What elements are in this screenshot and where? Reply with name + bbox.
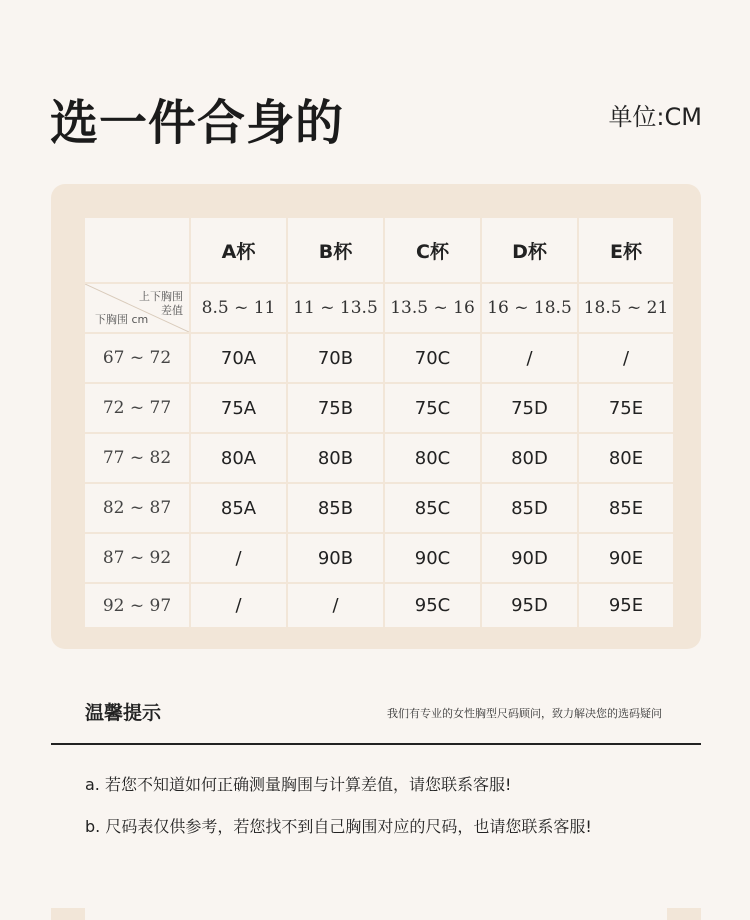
corner-top-line1: 上下胸围 xyxy=(139,290,183,303)
corner-bottom-label: 下胸围 cm xyxy=(95,313,149,326)
unit-label: 单位:CM xyxy=(608,103,702,131)
cup-header: E杯 xyxy=(579,218,673,282)
size-cell: / xyxy=(191,534,286,582)
size-cell: 85D xyxy=(482,484,577,532)
cup-header: A杯 xyxy=(191,218,286,282)
size-cell: 75A xyxy=(191,384,286,432)
size-cell: / xyxy=(191,584,286,627)
size-cell: 75C xyxy=(385,384,480,432)
cup-header: C杯 xyxy=(385,218,480,282)
size-cell: 75E xyxy=(579,384,673,432)
next-section-edge xyxy=(51,908,701,920)
page-title: 选一件合身的 xyxy=(50,95,345,151)
size-cell: 75D xyxy=(482,384,577,432)
size-cell: / xyxy=(579,334,673,382)
underbust-range: 92 ~ 97 xyxy=(85,584,189,627)
size-cell: 70B xyxy=(288,334,383,382)
size-cell: 80C xyxy=(385,434,480,482)
diff-range: 18.5 ~ 21 xyxy=(579,284,673,332)
size-cell: 95D xyxy=(482,584,577,627)
size-cell: 90C xyxy=(385,534,480,582)
size-cell: 80E xyxy=(579,434,673,482)
diff-range: 13.5 ~ 16 xyxy=(385,284,480,332)
cup-header: B杯 xyxy=(288,218,383,282)
size-cell: 80B xyxy=(288,434,383,482)
size-cell: 70C xyxy=(385,334,480,382)
size-cell: 85E xyxy=(579,484,673,532)
underbust-range: 72 ~ 77 xyxy=(85,384,189,432)
size-table xyxy=(85,218,667,627)
tips-subtitle: 我们有专业的女性胸型尺码顾问，致力解决您的选码疑问 xyxy=(387,707,662,720)
underbust-range: 67 ~ 72 xyxy=(85,334,189,382)
size-cell: 85C xyxy=(385,484,480,532)
size-cell: 90E xyxy=(579,534,673,582)
corner-top-line2: 差值 xyxy=(161,304,183,317)
divider xyxy=(51,743,701,745)
size-cell: / xyxy=(288,584,383,627)
underbust-range: 87 ~ 92 xyxy=(85,534,189,582)
size-cell: 80D xyxy=(482,434,577,482)
underbust-range: 77 ~ 82 xyxy=(85,434,189,482)
table-corner-blank xyxy=(85,218,189,282)
diff-range: 8.5 ~ 11 xyxy=(191,284,286,332)
size-cell: 85A xyxy=(191,484,286,532)
table-corner-diagonal xyxy=(85,284,189,332)
size-cell: 85B xyxy=(288,484,383,532)
size-cell: / xyxy=(482,334,577,382)
tip-note-b: b. 尺码表仅供参考，若您找不到自己胸围对应的尺码，也请您联系客服! xyxy=(85,817,592,836)
size-cell: 80A xyxy=(191,434,286,482)
diff-range: 11 ~ 13.5 xyxy=(288,284,383,332)
size-cell: 90D xyxy=(482,534,577,582)
size-cell: 70A xyxy=(191,334,286,382)
diff-range: 16 ~ 18.5 xyxy=(482,284,577,332)
cup-header: D杯 xyxy=(482,218,577,282)
underbust-range: 82 ~ 87 xyxy=(85,484,189,532)
size-cell: 95E xyxy=(579,584,673,627)
size-cell: 95C xyxy=(385,584,480,627)
tips-title: 温馨提示 xyxy=(85,702,162,724)
size-cell: 75B xyxy=(288,384,383,432)
size-cell: 90B xyxy=(288,534,383,582)
next-section-inner xyxy=(85,908,667,920)
tip-note-a: a. 若您不知道如何正确测量胸围与计算差值，请您联系客服! xyxy=(85,775,512,794)
